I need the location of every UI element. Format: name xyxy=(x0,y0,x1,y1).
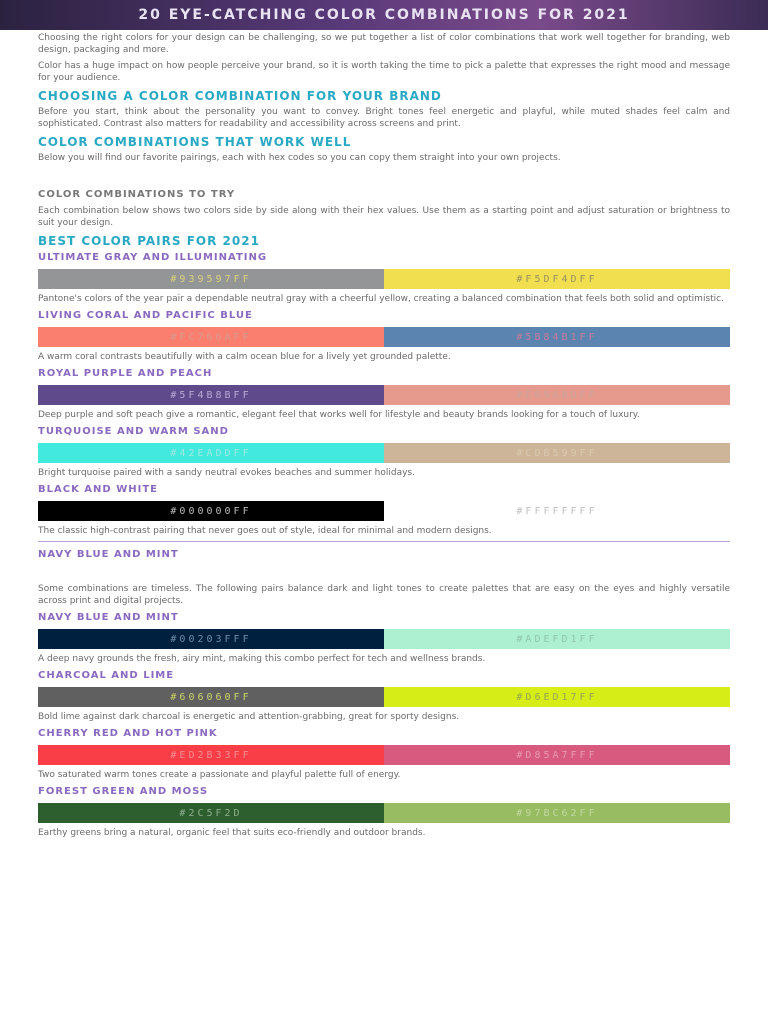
combo-list-2 xyxy=(38,611,730,839)
color-swatch-left: #2C5F2D xyxy=(38,803,384,823)
combo-description: Earthy greens bring a natural, organic feel that suits eco-friendly and outdoor brands. xyxy=(38,828,426,838)
color-swatch-right: #E69A8DFF xyxy=(384,385,730,405)
intro-paragraph-1: Choosing the right colors for your design can be challenging, so we put together a list of color combinations that work well together for branding, web design, packaging and more. xyxy=(38,33,730,55)
color-combo xyxy=(38,327,730,347)
color-swatch-right: #97BC62FF xyxy=(384,803,730,823)
color-swatch-right: #5B84B1FF xyxy=(384,327,730,347)
combo-description: Bright turquoise paired with a sandy neutral evokes beaches and summer holidays. xyxy=(38,468,415,478)
color-swatch-right: #ADEFD1FF xyxy=(384,629,730,649)
color-swatch-right: #D85A7FFF xyxy=(384,745,730,765)
mid-body: Some combinations are timeless. The following pairs balance dark and light tones to create palettes that are easy on the eyes and highly versatile across print and digital projects. xyxy=(38,584,730,606)
combo-title: BLACK AND WHITE xyxy=(38,484,158,495)
article-body xyxy=(38,32,730,843)
color-combo xyxy=(38,629,730,649)
spacer xyxy=(38,565,730,583)
color-swatch-right: #F5DF4DFF xyxy=(384,269,730,289)
combo-title: ROYAL PURPLE AND PEACH xyxy=(38,368,213,379)
page-banner xyxy=(0,0,768,30)
combo-title: CHARCOAL AND LIME xyxy=(38,670,175,681)
combos-heading: BEST COLOR PAIRS FOR 2021 xyxy=(38,234,260,248)
color-swatch-left: #5F4B8BFF xyxy=(38,385,384,405)
section-heading-2: COLOR COMBINATIONS THAT WORK WELL xyxy=(38,135,352,149)
combo-list xyxy=(38,251,730,537)
palette-intro-heading: COLOR COMBINATIONS TO TRY xyxy=(38,189,236,200)
color-swatch-left: #FC766AFF xyxy=(38,327,384,347)
color-combo xyxy=(38,803,730,823)
combo-description: The classic high-contrast pairing that never goes out of style, ideal for minimal and modern designs. xyxy=(38,526,492,536)
section-body-2: Below you will find our favorite pairings, each with hex codes so you can copy them straight into your own projects. xyxy=(38,153,561,163)
combo-title: ULTIMATE GRAY AND ILLUMINATING xyxy=(38,252,268,263)
combo-title: TURQUOISE AND WARM SAND xyxy=(38,426,229,437)
color-swatch-left: #42EADDFF xyxy=(38,443,384,463)
color-combo xyxy=(38,687,730,707)
color-swatch-left: #606060FF xyxy=(38,687,384,707)
palette-intro-body: Each combination below shows two colors side by side along with their hex values. Use them as a starting point and adjust saturation or brightness to suit your design. xyxy=(38,206,730,228)
combo-description: Two saturated warm tones create a passionate and playful palette full of energy. xyxy=(38,770,401,780)
color-swatch-left: #00203FFF xyxy=(38,629,384,649)
combo-title: NAVY BLUE AND MINT xyxy=(38,612,179,623)
combo-description: Pantone's colors of the year pair a dependable neutral gray with a cheerful yellow, creating a balanced combination that feels both solid and optimistic. xyxy=(38,294,724,304)
combo-description: Bold lime against dark charcoal is energetic and attention-grabbing, great for sporty designs. xyxy=(38,712,460,722)
spacer xyxy=(38,168,730,186)
color-swatch-right: #FFFFFFFF xyxy=(384,501,730,521)
combo-title: LIVING CORAL AND PACIFIC BLUE xyxy=(38,310,253,321)
combo-description: Deep purple and soft peach give a romantic, elegant feel that works well for lifestyle and beauty brands looking for a touch of luxury. xyxy=(38,410,640,420)
mid-heading: NAVY BLUE AND MINT xyxy=(38,549,179,560)
combo-title: CHERRY RED AND HOT PINK xyxy=(38,728,218,739)
color-swatch-left: #000000FF xyxy=(38,501,384,521)
combo-description: A warm coral contrasts beautifully with a calm ocean blue for a lively yet grounded palette. xyxy=(38,352,451,362)
section-heading-1: CHOOSING A COLOR COMBINATION FOR YOUR BRAND xyxy=(38,89,442,103)
color-combo xyxy=(38,269,730,289)
divider xyxy=(38,541,730,542)
color-combo xyxy=(38,385,730,405)
color-combo xyxy=(38,443,730,463)
color-combo xyxy=(38,501,730,521)
color-swatch-left: #939597FF xyxy=(38,269,384,289)
combo-title: FOREST GREEN AND MOSS xyxy=(38,786,209,797)
color-combo xyxy=(38,745,730,765)
color-swatch-left: #ED2B33FF xyxy=(38,745,384,765)
color-swatch-right: #D6ED17FF xyxy=(384,687,730,707)
page-title: 20 EYE-CATCHING COLOR COMBINATIONS FOR 2021 xyxy=(138,7,630,23)
combo-description: A deep navy grounds the fresh, airy mint, making this combo perfect for tech and wellness brands. xyxy=(38,654,486,664)
intro-paragraph-2: Color has a huge impact on how people perceive your brand, so it is worth taking the time to pick a palette that expresses the right mood and message for your audience. xyxy=(38,61,730,83)
color-swatch-right: #CDB599FF xyxy=(384,443,730,463)
section-body-1: Before you start, think about the personality you want to convey. Bright tones feel energetic and playful, while muted shades feel calm and sophisticated. Contrast also matters for readability and accessibility across screens and print. xyxy=(38,107,730,129)
